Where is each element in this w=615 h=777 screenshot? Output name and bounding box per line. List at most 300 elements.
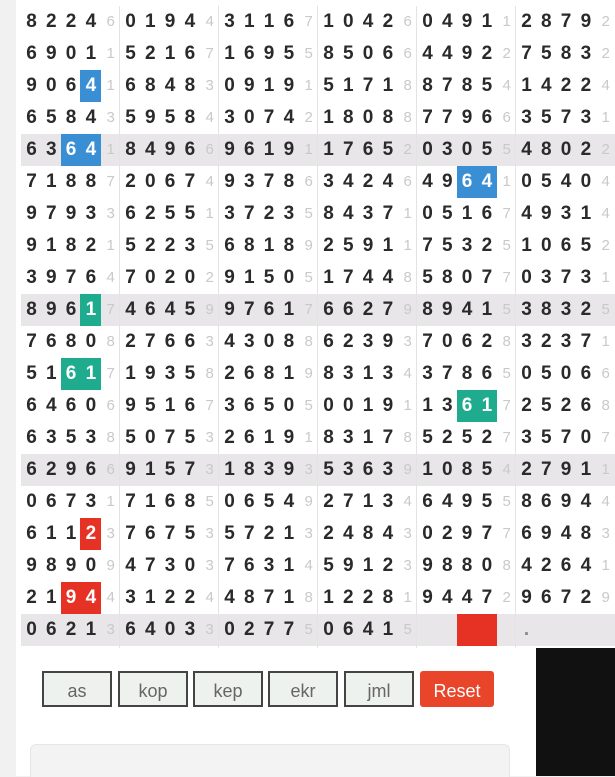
grid-cell: 7 <box>164 523 176 544</box>
grid-cell: 8 <box>541 11 552 32</box>
grid-cell <box>536 614 557 646</box>
grid-cell: 3 <box>184 235 196 256</box>
highlighted-grid-cell: 4 <box>80 582 101 614</box>
grid-cell: 6 <box>541 587 552 608</box>
group-divider <box>119 6 120 648</box>
grid-cell: 8 <box>541 139 552 160</box>
grid-cell: 9 <box>343 555 354 576</box>
grid-cell: 0 <box>422 11 433 32</box>
grid-cell: 1 <box>224 459 235 480</box>
grid-cell: 9 <box>541 203 552 224</box>
group-divider <box>218 6 219 648</box>
grid-cell: 2 <box>560 395 572 416</box>
grid-cell: 9 <box>382 331 394 352</box>
grid-cell: 6 <box>244 555 255 576</box>
grid-cell: 1 <box>521 235 532 256</box>
grid-cell: 6 <box>521 523 532 544</box>
grid-cell: 7 <box>263 107 275 128</box>
grid-cell: 6 <box>46 331 57 352</box>
highlighted-grid-cell: 6 <box>61 134 82 166</box>
grid-cell: 7 <box>560 11 572 32</box>
separator-digit: 5 <box>502 237 511 254</box>
grid-cell: 6 <box>46 619 57 640</box>
grid-cell: 3 <box>362 203 374 224</box>
grid-cell: 3 <box>224 107 235 128</box>
highlighted-grid-cell: 6 <box>61 358 82 390</box>
grid-cell: 9 <box>224 171 235 192</box>
grid-cell: 0 <box>283 395 295 416</box>
grid-row <box>21 166 615 198</box>
separator-digit: 3 <box>205 557 214 574</box>
grid-cell: 5 <box>125 427 136 448</box>
grid-cell: 8 <box>461 363 473 384</box>
grid-cell: 1 <box>323 107 334 128</box>
grid-cell: 0 <box>362 107 374 128</box>
separator-digit: 6 <box>106 13 115 30</box>
grid-cell: 4 <box>442 11 453 32</box>
grid-cell: 6 <box>343 299 354 320</box>
separator-digit: 4 <box>403 365 412 382</box>
grid-cell: 5 <box>164 459 176 480</box>
grid-cell: 3 <box>521 107 532 128</box>
grid-cell: 8 <box>422 299 433 320</box>
grid-cell: 2 <box>580 587 592 608</box>
separator-digit: 3 <box>205 525 214 542</box>
separator-digit: 4 <box>205 589 214 606</box>
grid-cell: 7 <box>145 331 156 352</box>
separator-digit: 5 <box>304 621 313 638</box>
grid-cell: 5 <box>442 203 453 224</box>
separator-digit: 4 <box>403 493 412 510</box>
separator-digit: 2 <box>304 109 313 126</box>
separator-digit: 9 <box>304 237 313 254</box>
grid-cell: 5 <box>184 363 196 384</box>
grid-cell: 2 <box>442 523 453 544</box>
grid-cell: 7 <box>263 171 275 192</box>
grid-cell: 5 <box>145 395 156 416</box>
grid-cell: 6 <box>382 43 394 64</box>
grid-cell: 9 <box>461 491 473 512</box>
separator-digit: 3 <box>403 333 412 350</box>
grid-cell: 3 <box>580 267 592 288</box>
grid-row <box>21 518 615 550</box>
separator-digit: 1 <box>403 237 412 254</box>
grid-cell: 8 <box>461 459 473 480</box>
separator-digit: 4 <box>601 173 610 190</box>
separator-digit: 9 <box>403 301 412 318</box>
grid-cell: 9 <box>283 75 295 96</box>
grid-cell: 9 <box>26 75 37 96</box>
separator-digit: 6 <box>502 109 511 126</box>
grid-cell: 2 <box>343 587 354 608</box>
grid-cell: 2 <box>541 555 552 576</box>
grid-cell: 7 <box>521 43 532 64</box>
separator-digit: 7 <box>502 205 511 222</box>
grid-cell: 3 <box>521 331 532 352</box>
grid-row <box>21 6 615 38</box>
highlighted-grid-cell: 4 <box>476 166 497 198</box>
grid-cell: 1 <box>85 43 97 64</box>
separator-digit: 1 <box>601 557 610 574</box>
separator-digit: 2 <box>601 237 610 254</box>
grid-cell: 7 <box>580 331 592 352</box>
grid-cell: 5 <box>422 267 433 288</box>
grid-row <box>21 358 615 390</box>
grid-cell: 7 <box>442 75 453 96</box>
grid-cell: 2 <box>362 299 374 320</box>
separator-digit: 5 <box>502 301 511 318</box>
grid-cell: 2 <box>46 11 57 32</box>
grid-cell: 3 <box>560 203 572 224</box>
grid-cell: 1 <box>283 523 295 544</box>
grid-cell: 0 <box>263 331 275 352</box>
grid-cell: 8 <box>461 555 473 576</box>
grid-cell: 4 <box>85 11 97 32</box>
grid-cell: 4 <box>362 11 374 32</box>
grid-cell: 3 <box>46 427 57 448</box>
highlighted-grid-cell: 1 <box>80 294 101 326</box>
separator-digit: 4 <box>205 13 214 30</box>
grid-cell: 2 <box>362 171 374 192</box>
grid-cell: 8 <box>442 267 453 288</box>
grid-cell: 6 <box>164 331 176 352</box>
grid-cell: 5 <box>125 43 136 64</box>
grid-cell: 3 <box>382 491 394 512</box>
reset-button[interactable]: Reset <box>420 671 494 707</box>
grid-cell: 2 <box>164 235 176 256</box>
grid-cell: 7 <box>164 427 176 448</box>
grid-cell: 1 <box>362 491 374 512</box>
separator-digit: 2 <box>403 141 412 158</box>
separator-digit: 1 <box>106 45 115 62</box>
grid-cell: 7 <box>26 171 37 192</box>
group-divider <box>317 6 318 648</box>
grid-cell: 2 <box>323 523 334 544</box>
grid-row <box>21 582 615 614</box>
grid-cell: 7 <box>422 107 433 128</box>
grid-cell: 9 <box>65 555 77 576</box>
grid-cell: 4 <box>442 491 453 512</box>
grid-cell: 4 <box>580 491 592 512</box>
grid-cell: 1 <box>521 75 532 96</box>
separator-digit: 8 <box>403 109 412 126</box>
grid-row <box>21 38 615 70</box>
grid-cell: 6 <box>560 235 572 256</box>
separator-digit: 1 <box>205 205 214 222</box>
grid-cell: 6 <box>26 459 37 480</box>
highlighted-grid-cell: 1 <box>476 390 497 422</box>
grid-cell: 9 <box>26 235 37 256</box>
grid-cell: 3 <box>85 203 97 224</box>
grid-cell: 5 <box>580 235 592 256</box>
separator-digit: 3 <box>205 333 214 350</box>
grid-cell: 3 <box>26 267 37 288</box>
grid-cell: 8 <box>65 235 77 256</box>
grid-cell: 3 <box>184 619 196 640</box>
separator-digit: 7 <box>502 429 511 446</box>
grid-cell: 8 <box>343 107 354 128</box>
grid-cell: 9 <box>46 267 57 288</box>
grid-cell: 5 <box>442 235 453 256</box>
grid-cell: 6 <box>184 395 196 416</box>
separator-digit: 3 <box>205 77 214 94</box>
grid-cell: 3 <box>85 491 97 512</box>
grid-cell: 1 <box>580 203 592 224</box>
separator-digit: 4 <box>205 173 214 190</box>
separator-digit: 5 <box>304 205 313 222</box>
kop-button[interactable]: kop <box>118 671 188 707</box>
grid-cell: 4 <box>164 75 176 96</box>
grid-cell: 7 <box>560 587 572 608</box>
grid-cell: 5 <box>343 43 354 64</box>
separator-digit: 3 <box>106 109 115 126</box>
grid-cell: 5 <box>263 395 275 416</box>
grid-cell: 7 <box>382 427 394 448</box>
grid-cell: 2 <box>580 139 592 160</box>
grid-cell: 3 <box>343 427 354 448</box>
grid-cell: 3 <box>560 331 572 352</box>
grid-cell: 3 <box>224 11 235 32</box>
grid-cell: 3 <box>442 139 453 160</box>
grid-cell: 8 <box>323 427 334 448</box>
separator-digit: 7 <box>205 45 214 62</box>
grid-cell: 5 <box>26 363 37 384</box>
grid-cell: 3 <box>224 203 235 224</box>
grid-cell: 2 <box>442 427 453 448</box>
grid-cell: 4 <box>442 587 453 608</box>
grid-cell: 6 <box>244 491 255 512</box>
grid-cell: 5 <box>184 523 196 544</box>
grid-cell: 2 <box>343 331 354 352</box>
grid-cell: 1 <box>461 203 473 224</box>
grid-cell: 9 <box>224 299 235 320</box>
grid-cell: 3 <box>461 235 473 256</box>
grid-cell: 7 <box>65 491 77 512</box>
grid-cell: 9 <box>224 139 235 160</box>
grid-cell: 0 <box>580 427 592 448</box>
grid-cell: 9 <box>125 459 136 480</box>
grid-cell: 6 <box>244 363 255 384</box>
separator-digit: 7 <box>205 397 214 414</box>
grid-cell: 0 <box>145 267 156 288</box>
separator-digit: 5 <box>205 493 214 510</box>
grid-cell: 6 <box>26 139 37 160</box>
grid-cell: 3 <box>85 427 97 448</box>
grid-cell: 0 <box>145 171 156 192</box>
separator-digit: 1 <box>304 141 313 158</box>
grid-cell: 1 <box>362 363 374 384</box>
grid-cell: 8 <box>244 459 255 480</box>
grid-cell: 0 <box>125 11 136 32</box>
grid-cell: 1 <box>164 395 176 416</box>
separator-digit: 5 <box>403 621 412 638</box>
grid-cell: 4 <box>580 555 592 576</box>
grid-cell: 1 <box>362 555 374 576</box>
group-divider <box>515 6 516 648</box>
grid-cell: 7 <box>481 523 493 544</box>
grid-cell: . <box>523 619 530 640</box>
grid-cell: 8 <box>184 75 196 96</box>
grid-cell: 9 <box>283 459 295 480</box>
grid-cell: 8 <box>26 299 37 320</box>
grid-cell: 5 <box>541 427 552 448</box>
grid-cell: 1 <box>46 523 57 544</box>
grid-cell: 2 <box>145 235 156 256</box>
grid-cell: 9 <box>125 395 136 416</box>
grid-cell: 5 <box>323 459 334 480</box>
grid-cell: 2 <box>521 11 532 32</box>
grid-cell: 6 <box>481 107 493 128</box>
separator-digit: 3 <box>304 461 313 478</box>
grid-cell: 1 <box>85 619 97 640</box>
separator-digit: 2 <box>205 269 214 286</box>
grid-cell: 8 <box>65 107 77 128</box>
grid-cell: 3 <box>283 203 295 224</box>
grid-cell: 8 <box>26 11 37 32</box>
grid-cell: 8 <box>382 107 394 128</box>
grid-cell: 7 <box>184 171 196 192</box>
grid-cell: 1 <box>283 363 295 384</box>
grid-cell: 2 <box>521 459 532 480</box>
grid-row <box>21 294 615 326</box>
grid-cell: 0 <box>343 11 354 32</box>
grid-cell: 6 <box>362 459 374 480</box>
grid-cell: 4 <box>85 107 97 128</box>
grid-cell: 8 <box>244 587 255 608</box>
separator-digit: 8 <box>304 589 313 606</box>
grid-cell: 6 <box>164 171 176 192</box>
grid-cell: 8 <box>184 491 196 512</box>
grid-cell: 1 <box>323 139 334 160</box>
separator-digit: 4 <box>205 109 214 126</box>
grid-cell: 7 <box>65 267 77 288</box>
grid-cell: 2 <box>184 587 196 608</box>
grid-cell: 7 <box>382 299 394 320</box>
grid-cell: 1 <box>362 427 374 448</box>
grid-cell: 8 <box>541 299 552 320</box>
grid-cell: 7 <box>46 203 57 224</box>
grid-cell: 8 <box>244 235 255 256</box>
grid-cell: 7 <box>125 491 136 512</box>
grid-cell: 7 <box>184 459 196 480</box>
separator-digit: 4 <box>106 269 115 286</box>
grid-cell: 9 <box>461 523 473 544</box>
grid-cell: 0 <box>541 235 552 256</box>
separator-digit: 9 <box>304 493 313 510</box>
highlighted-grid-cell <box>476 614 497 646</box>
grid-cell: 3 <box>323 171 334 192</box>
grid-cell: 1 <box>46 587 57 608</box>
grid-row <box>21 262 615 294</box>
separator-digit: 8 <box>403 77 412 94</box>
grid-cell: 4 <box>224 587 235 608</box>
grid-cell: 0 <box>521 363 532 384</box>
separator-digit: 5 <box>502 365 511 382</box>
grid-cell: 3 <box>343 363 354 384</box>
grid-cell: 5 <box>541 171 552 192</box>
separator-digit: 3 <box>106 205 115 222</box>
grid-cell: 8 <box>442 555 453 576</box>
grid-cell: 9 <box>362 235 374 256</box>
dark-overlay-box <box>536 648 615 776</box>
grid-cell: 6 <box>184 43 196 64</box>
grid-cell: 6 <box>244 139 255 160</box>
ekr-button[interactable]: ekr <box>268 671 338 707</box>
grid-cell: 4 <box>382 267 394 288</box>
grid-cell: 4 <box>521 139 532 160</box>
grid-cell: 3 <box>521 427 532 448</box>
grid-cell: 8 <box>323 363 334 384</box>
grid-cell: 5 <box>422 427 433 448</box>
separator-digit: 1 <box>403 205 412 222</box>
grid-cell: 3 <box>46 139 57 160</box>
grid-cell: 6 <box>65 299 77 320</box>
grid-cell: 0 <box>521 267 532 288</box>
grid-cell: 6 <box>323 331 334 352</box>
grid-cell: 9 <box>442 299 453 320</box>
grid-cell: 2 <box>224 363 235 384</box>
grid-cell: 6 <box>145 299 156 320</box>
grid-cell: 4 <box>224 331 235 352</box>
grid-cell: 4 <box>422 43 433 64</box>
jml-button[interactable]: jml <box>344 671 414 707</box>
grid-cell: 3 <box>382 363 394 384</box>
grid-cell: 0 <box>164 619 176 640</box>
as-button[interactable]: as <box>42 671 112 707</box>
grid-cell: 9 <box>46 43 57 64</box>
grid-cell: 6 <box>26 107 37 128</box>
grid-cell: 2 <box>362 587 374 608</box>
grid-cell: 4 <box>283 491 295 512</box>
grid-cell: 1 <box>46 235 57 256</box>
grid-cell: 0 <box>442 459 453 480</box>
grid-cell: 4 <box>343 203 354 224</box>
grid-cell: 7 <box>541 459 552 480</box>
grid-cell: 9 <box>560 459 572 480</box>
grid-cell: 3 <box>244 331 255 352</box>
grid-cell: 5 <box>184 203 196 224</box>
grid-cell: 4 <box>145 619 156 640</box>
grid-cell: 9 <box>461 107 473 128</box>
grid-cell: 7 <box>224 555 235 576</box>
grid-cell: 2 <box>481 235 493 256</box>
grid-cell: 6 <box>26 523 37 544</box>
grid-cell: 1 <box>580 459 592 480</box>
separator-digit: 7 <box>106 173 115 190</box>
grid-cell: 5 <box>382 139 394 160</box>
grid-cell: 2 <box>164 267 176 288</box>
separator-digit: 1 <box>502 13 511 30</box>
kep-button[interactable]: kep <box>193 671 263 707</box>
grid-cell: 3 <box>244 171 255 192</box>
grid-cell: 0 <box>85 331 97 352</box>
highlighted-grid-cell: 4 <box>80 70 101 102</box>
separator-digit: 5 <box>502 141 511 158</box>
separator-digit: 6 <box>205 141 214 158</box>
grid-cell: 7 <box>442 107 453 128</box>
grid-cell: 6 <box>26 427 37 448</box>
grid-cell: 7 <box>26 331 37 352</box>
grid-cell: 1 <box>382 619 394 640</box>
separator-digit: 7 <box>502 397 511 414</box>
grid-cell: 1 <box>224 43 235 64</box>
grid-cell: 5 <box>481 75 493 96</box>
grid-cell: 5 <box>263 267 275 288</box>
grid-cell: 8 <box>145 75 156 96</box>
grid-cell: 7 <box>442 363 453 384</box>
grid-cell: 9 <box>65 459 77 480</box>
grid-cell: 2 <box>263 523 275 544</box>
